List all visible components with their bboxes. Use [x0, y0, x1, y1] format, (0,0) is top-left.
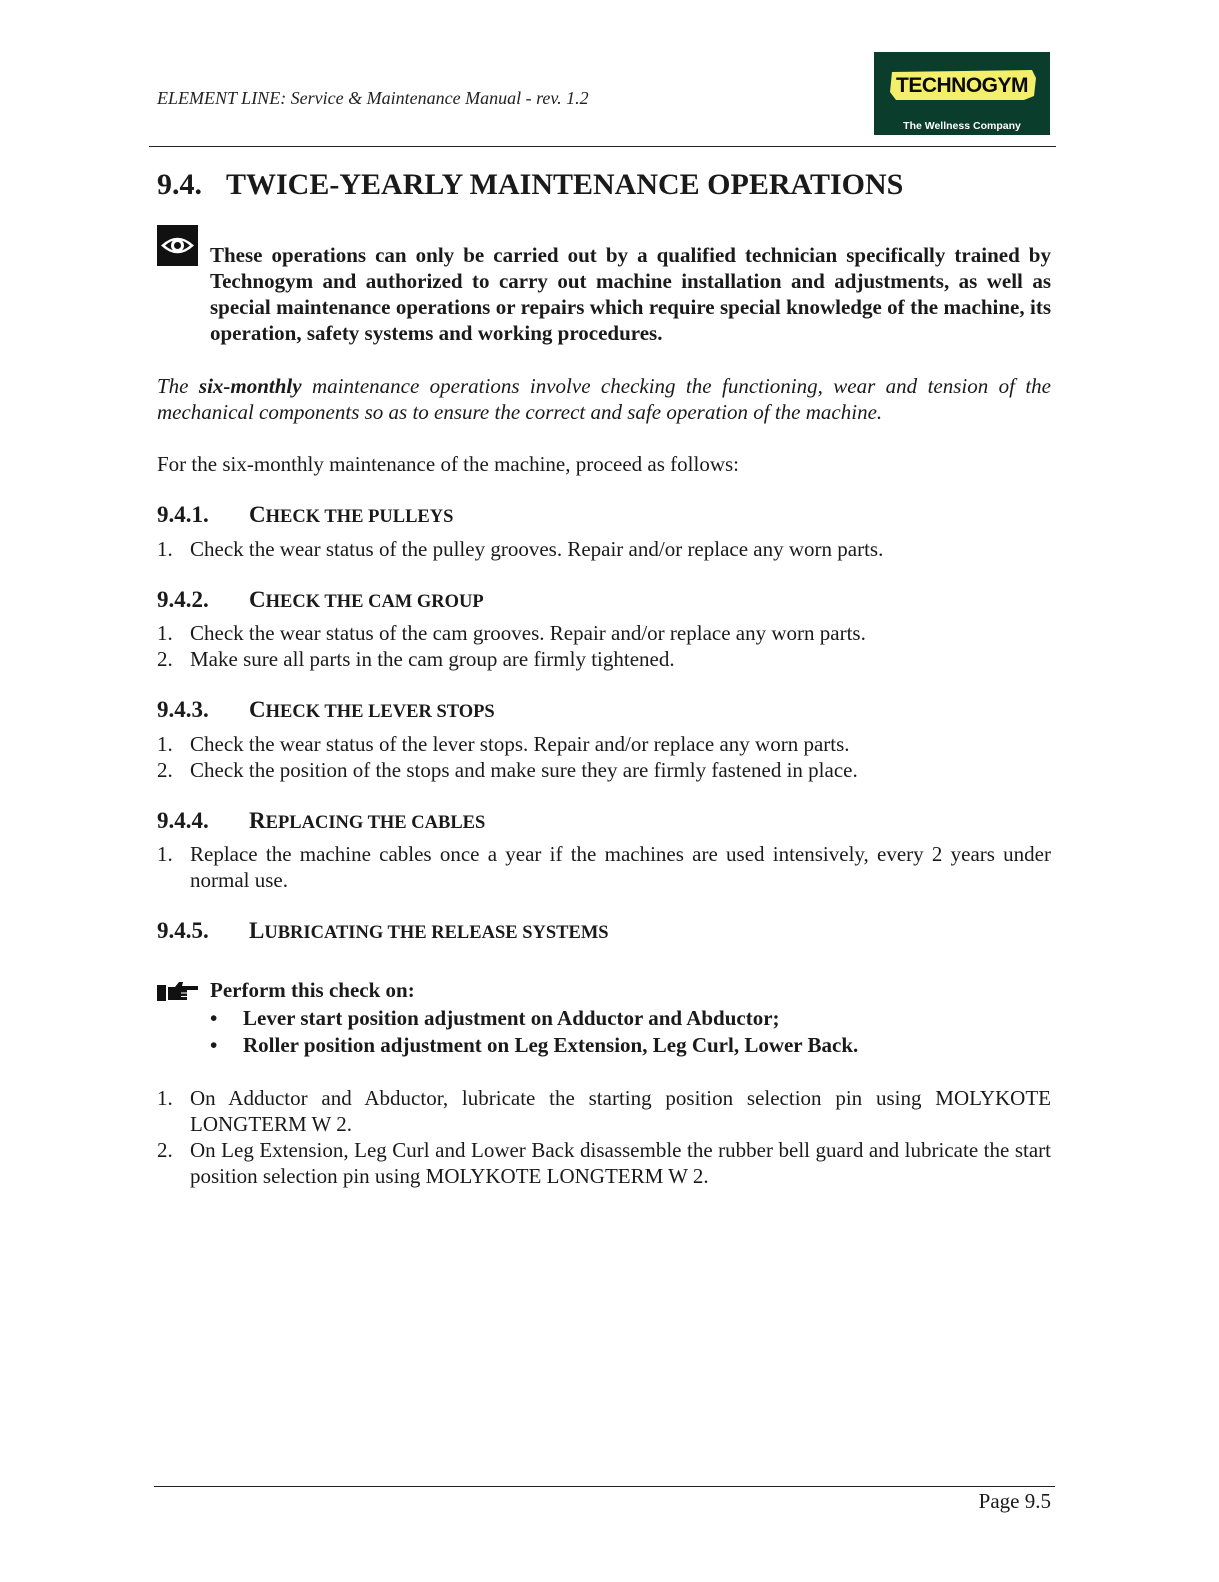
subsection-number: 9.4.2.: [157, 587, 209, 612]
subsection-title: EPLACING THE CABLES: [265, 813, 486, 833]
subsection-initial: C: [249, 697, 266, 722]
subsection-number: 9.4.5.: [157, 918, 209, 943]
subsection-initial: C: [249, 587, 266, 612]
header-divider: [149, 146, 1056, 147]
bullet-item: • Roller position adjustment on Leg Extension, Leg Curl, Lower Back.: [210, 1033, 859, 1057]
list-item: 1. Replace the machine cables once a year if the machines are used intensively, every 2 years under normal use.: [157, 842, 1051, 892]
pointing-hand-icon: [157, 979, 199, 1003]
qualified-technician-warning: These operations can only be carried out by a qualified technician specifically trained by Technogym and authorized to carry out machine installation and adjustments, as well as special maintenance operations or repairs which require special knowledge of the machine, its operation, safety systems and working procedures.: [210, 243, 1051, 345]
cables-steps: [157, 841, 1051, 893]
intro-after: maintenance operations involve checking the functioning, wear and tension of the mechanical components so as to ensure the correct and safe operation of the machine.: [157, 374, 1052, 424]
proceed-text: For the six-monthly maintenance of the machine, proceed as follows:: [157, 452, 740, 476]
intro-emphasis: six-monthly: [198, 374, 302, 398]
list-item: 1. Check the wear status of the cam grooves. Repair and/or replace any worn parts.: [157, 621, 866, 645]
subsection-title: HECK THE CAM GROUP: [265, 592, 484, 612]
cam-group-steps: [157, 620, 1051, 672]
subsection-title: UBRICATING THE RELEASE SYSTEMS: [264, 923, 609, 943]
list-item: 2. On Leg Extension, Leg Curl and Lower Back disassemble the rubber bell guard and lubricate the start position selection pin using MOLYKOTE LONGTERM W 2.: [157, 1138, 1051, 1188]
manual-title: ELEMENT LINE: Service & Maintenance Manual - rev. 1.2: [157, 88, 589, 108]
eye-icon: [157, 225, 198, 266]
subsection-title: HECK THE PULLEYS: [265, 507, 454, 527]
subsection-heading-cables: [157, 808, 485, 834]
logo-wordmark: TECHNOGYM: [896, 74, 1028, 97]
footer-divider: [154, 1486, 1055, 1487]
subsection-initial: L: [249, 918, 265, 943]
subsection-heading-cam-group: [157, 587, 484, 613]
list-item: 1. Check the wear status of the pulley grooves. Repair and/or replace any worn parts.: [157, 537, 884, 561]
section-title: TWICE-YEARLY MAINTENANCE OPERATIONS: [226, 168, 904, 201]
technogym-logo: [874, 52, 1050, 135]
lever-stops-steps: [157, 731, 1051, 783]
bullet-item: • Lever start position adjustment on Adductor and Abductor;: [210, 1006, 780, 1030]
page-number: Page 9.5: [978, 1489, 1051, 1513]
subsection-title: HECK THE LEVER STOPS: [265, 702, 495, 722]
subsection-heading-release-systems: [157, 918, 609, 944]
subsection-initial: R: [249, 808, 266, 833]
subsection-heading-lever-stops: [157, 697, 495, 723]
section-heading: [157, 168, 903, 202]
check-note-bullets: [210, 1005, 858, 1059]
subsection-number: 9.4.4.: [157, 808, 209, 833]
list-item: 2. Check the position of the stops and make sure they are firmly fastened in place.: [157, 758, 858, 782]
logo-tagline: The Wellness Company: [903, 120, 1021, 132]
subsection-number: 9.4.1.: [157, 502, 209, 527]
pulleys-steps: [157, 536, 1051, 562]
subsection-initial: C: [249, 502, 266, 527]
release-systems-steps: [157, 1085, 1051, 1189]
intro-paragraph: [157, 373, 1051, 425]
subsection-heading-pulleys: [157, 502, 453, 528]
check-note-title: Perform this check on:: [210, 978, 415, 1002]
list-item: 1. Check the wear status of the lever stops. Repair and/or replace any worn parts.: [157, 732, 850, 756]
subsection-number: 9.4.3.: [157, 697, 209, 722]
list-item: 1. On Adductor and Abductor, lubricate the starting position selection pin using MOLYKOTE LONGTERM W 2.: [157, 1086, 1051, 1136]
intro-before: The: [157, 374, 199, 398]
section-number: 9.4.: [157, 168, 202, 201]
list-item: 2. Make sure all parts in the cam group are firmly tightened.: [157, 647, 675, 671]
